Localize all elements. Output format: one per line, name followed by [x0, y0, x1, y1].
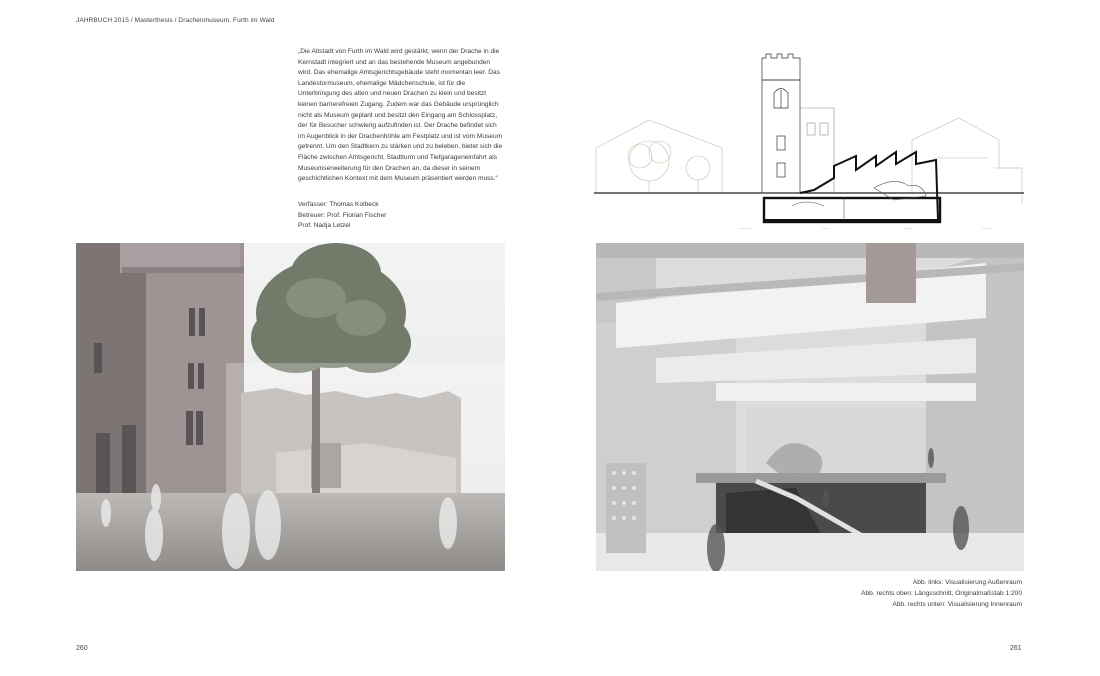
- svg-text:——: ——: [822, 226, 828, 230]
- svg-text:———: ———: [904, 226, 913, 230]
- caption-line-3: Abb. rechts unten: Visualisierung Innenraum: [892, 600, 1022, 608]
- page-number-left: 260: [76, 645, 88, 652]
- svg-text:————: ————: [739, 226, 751, 230]
- caption-line-1: Abb. links: Visualisierung Außenraum: [912, 579, 1022, 586]
- caption-line-2: Abb. rechts oben: Längsschnitt, Originalmaßstab 1:200: [861, 589, 1022, 597]
- quote-text: „Die Altstadt von Furth im Wald wird gestärkt, wenn der Drache in die Kernstadt integriert und an das bestehende Museum angebunden wird. Das ehemalige Amtsgerichtsgebäude steht momentan leer. Das Landestormuseum, ehemalige Mädchenschule, ist für die Unterbringung des alten und neuen Drachen zu klein und besitzt keinen barrierefreien Zugang. Zudem war das Gebäude ursprünglich nicht als Museum geplant und besitzt den Eingang am Schlossplatz, der für Besucher schwierig aufzufinden ist. Der Drache befindet sich im Augenblick in der Drachenhöhle am Festplatz und ist vom Museum getrennt. Um den Stadtkern zu stärken und zu beleben, bietet sich die Fläche zwischen Amtsgericht, Stadtturm und Tiefgarageneinfahrt als Museumserweiterung für den Drachen an, da dieser in seinem geschichtlichen Kontext mit dem Museum präsentiert werden muss.“: [298, 48, 503, 183]
- page-number-right: 261: [1010, 645, 1022, 652]
- credits: [298, 200, 386, 232]
- supervisor-line-2: Prof. Nadja Letzel: [298, 222, 351, 230]
- supervisor-line: Betreuer: Prof. Florian Fischer: [298, 211, 387, 219]
- author-line: Verfasser: Thomas Kolbeck: [298, 201, 379, 208]
- figure-captions: [861, 578, 1022, 610]
- running-head: JAHRBUCH 2015 / Masterthesis / Drachenmuseum. Furth im Wald: [76, 17, 275, 24]
- exterior-visualisation: [76, 243, 505, 571]
- svg-text:———: ———: [982, 226, 991, 230]
- interior-visualisation: [596, 243, 1024, 571]
- section-drawing: [594, 48, 1024, 234]
